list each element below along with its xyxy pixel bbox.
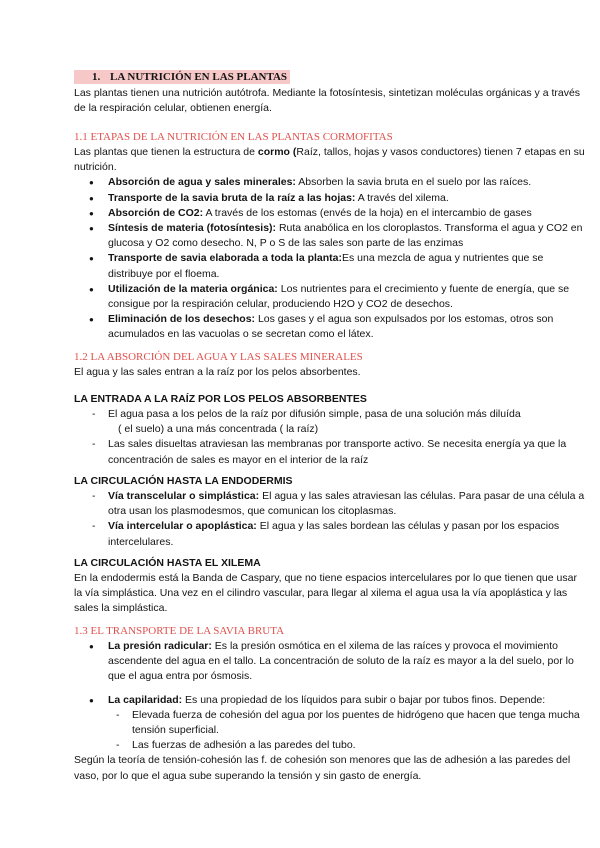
xilema-heading: LA CIRCULACIÓN HASTA EL XILEMA bbox=[74, 557, 261, 569]
list-item bbox=[74, 489, 586, 519]
list-item bbox=[74, 312, 586, 342]
item-term: Transporte de la savia bruta de la raíz a las hojas: bbox=[108, 191, 356, 204]
section-1 bbox=[74, 70, 586, 117]
item-term: Síntesis de materia (fotosíntesis): bbox=[108, 222, 277, 235]
section-1-2 bbox=[74, 350, 586, 380]
list-item: - Elevada fuerza de cohesión del agua por los puentes de hidrógeno que hacen que tenga mucha tensión superficial. bbox=[74, 708, 586, 738]
section-1-2-heading: 1.2 LA ABSORCIÓN DEL AGUA Y LAS SALES MINERALES bbox=[74, 351, 363, 363]
section-1-number: 1. bbox=[92, 71, 101, 83]
item-text: Los nutrientes para el crecimiento y fuente de energía, que se consigue por la respiración celular, produciendo H2O y CO2 de desechos. bbox=[108, 282, 570, 311]
list-item bbox=[74, 251, 586, 281]
item-term: Vía transcelular o simplástica: bbox=[108, 490, 260, 502]
item-term: La presión radicular: bbox=[108, 640, 212, 652]
list-item: - Las fuerzas de adhesión a las paredes del tubo. bbox=[74, 738, 586, 753]
list-item bbox=[74, 221, 586, 251]
list-item bbox=[74, 407, 586, 437]
intro-bold: cormo ( bbox=[257, 146, 297, 158]
item-text: Es la presión osmótica en el xilema de las raíces y provoca el movimiento ascendente del agua en el tallo. La concentración de soluto de la raíz es mayor a la del suelo, por lo que el agua entra por ósmosis. bbox=[108, 640, 574, 683]
item-text: Ruta anabólica en los cloroplastos. Transforma el agua y CO2 en glucosa y O2 como desecho. N, P o S de las sales son parte de las enzimas bbox=[108, 222, 583, 250]
entrada-list bbox=[74, 407, 586, 468]
item-text: El agua y las sales bordean las células y pasan por los espacios intercelulares. bbox=[108, 520, 560, 548]
item-line: Las sales disueltas atraviesan las membranas por transporte activo. Se necesita energía ya que la concentración de sales es mayor en el interior de la raíz bbox=[108, 438, 567, 466]
item-term: Utilización de la materia orgánica: bbox=[108, 282, 278, 295]
section-1-title: LA NUTRICIÓN EN LAS PLANTAS bbox=[110, 71, 288, 83]
xilema-text: En la endodermis está la Banda de Caspary, que no tiene espacios intercelulares por lo que tienen que usar la vía simplástica. Una vez en el cilindro vascular, para llegar al xilema el agua usa la vía apoplástica y las sales la simplástica. bbox=[74, 572, 577, 615]
item-text: El agua y las sales atraviesan las células. Para pasar de una célula a otra usan los plasmodesmos, que comunican los citoplasmas. bbox=[108, 490, 585, 518]
endodermis-list bbox=[74, 489, 586, 550]
item-term: La capilaridad: bbox=[108, 693, 183, 706]
list-item bbox=[74, 639, 586, 685]
xilema-section bbox=[74, 556, 586, 617]
list-item bbox=[74, 206, 586, 221]
list-item bbox=[74, 437, 586, 467]
list-item bbox=[74, 191, 586, 206]
entrada-section bbox=[74, 392, 586, 468]
section-1-3-heading: 1.3 EL TRANSPORTE DE LA SAVIA BRUTA bbox=[74, 625, 285, 637]
item-text: Es una mezcla de agua y nutrientes que se distribuye por el floema. bbox=[108, 252, 544, 280]
section-1-1-intro bbox=[74, 145, 586, 175]
item-term: Absorción de agua y sales minerales: bbox=[108, 176, 296, 189]
entrada-heading: LA ENTRADA A LA RAÍZ POR LOS PELOS ABSORBENTES bbox=[74, 393, 367, 405]
section-1-3-closing: Según la teoría de tensión-cohesión las f. de cohesión son menores que las de adhesión a las paredes del vaso, por lo que el agua sube superando la tensión y sin gasto de energía. bbox=[74, 754, 571, 782]
section-1-3 bbox=[74, 624, 586, 784]
item-term: Eliminación de los desechos: bbox=[108, 313, 256, 326]
list-item bbox=[74, 693, 586, 708]
endodermis-heading: LA CIRCULACIÓN HASTA LA ENDODERMIS bbox=[74, 475, 293, 487]
item-line: El agua pasa a los pelos de la raíz por difusión simple, pasa de una solución más diluída bbox=[108, 408, 521, 420]
capilaridad-sublist bbox=[74, 708, 586, 754]
item-text: A través de los estomas (envés de la hoja) en el intercambio de gases bbox=[203, 206, 532, 219]
endodermis-section bbox=[74, 474, 586, 550]
list-item bbox=[74, 175, 586, 190]
section-1-intro: Las plantas tienen una nutrición autótrofa. Mediante la fotosíntesis, sintetizan moléculas orgánicas y a través de la respiración celular, obtienen energía. bbox=[74, 87, 581, 115]
item-text: Los gases y el agua son expulsados por los estomas, otros son acumulados en las vacuolas o se secretan como el látex. bbox=[108, 313, 554, 341]
list-item bbox=[74, 282, 586, 312]
savia-list bbox=[74, 639, 586, 708]
item-text: A través del xilema. bbox=[355, 191, 449, 204]
item-term: Absorción de CO2: bbox=[108, 206, 204, 219]
item-text: Absorben la savia bruta en el suelo por las raíces. bbox=[295, 176, 532, 189]
item-term: Vía intercelular o apoplástica: bbox=[108, 520, 257, 533]
list-item bbox=[74, 519, 586, 549]
section-1-1-heading: 1.1 ETAPAS DE LA NUTRICIÓN EN LAS PLANTAS CORMOFITAS bbox=[74, 131, 393, 143]
section-1-2-intro: El agua y las sales entran a la raíz por los pelos absorbentes. bbox=[74, 366, 361, 378]
intro-part-a: Las plantas que tienen la estructura de bbox=[74, 146, 258, 158]
item-text: Es una propiedad de los líquidos para subir o bajar por tubos finos. Depende: bbox=[182, 693, 546, 706]
stages-list bbox=[74, 175, 586, 342]
intro-part-b: Raíz, tallos, hojas y vasos conductores) tienen 7 etapas en su nutrición. bbox=[74, 146, 585, 174]
item-term: Transporte de savia elaborada a toda la planta: bbox=[108, 252, 342, 265]
section-1-1 bbox=[74, 130, 586, 343]
section-1-heading bbox=[74, 70, 290, 84]
item-line: ( el suelo) a una más concentrada ( la raíz) bbox=[118, 423, 319, 436]
